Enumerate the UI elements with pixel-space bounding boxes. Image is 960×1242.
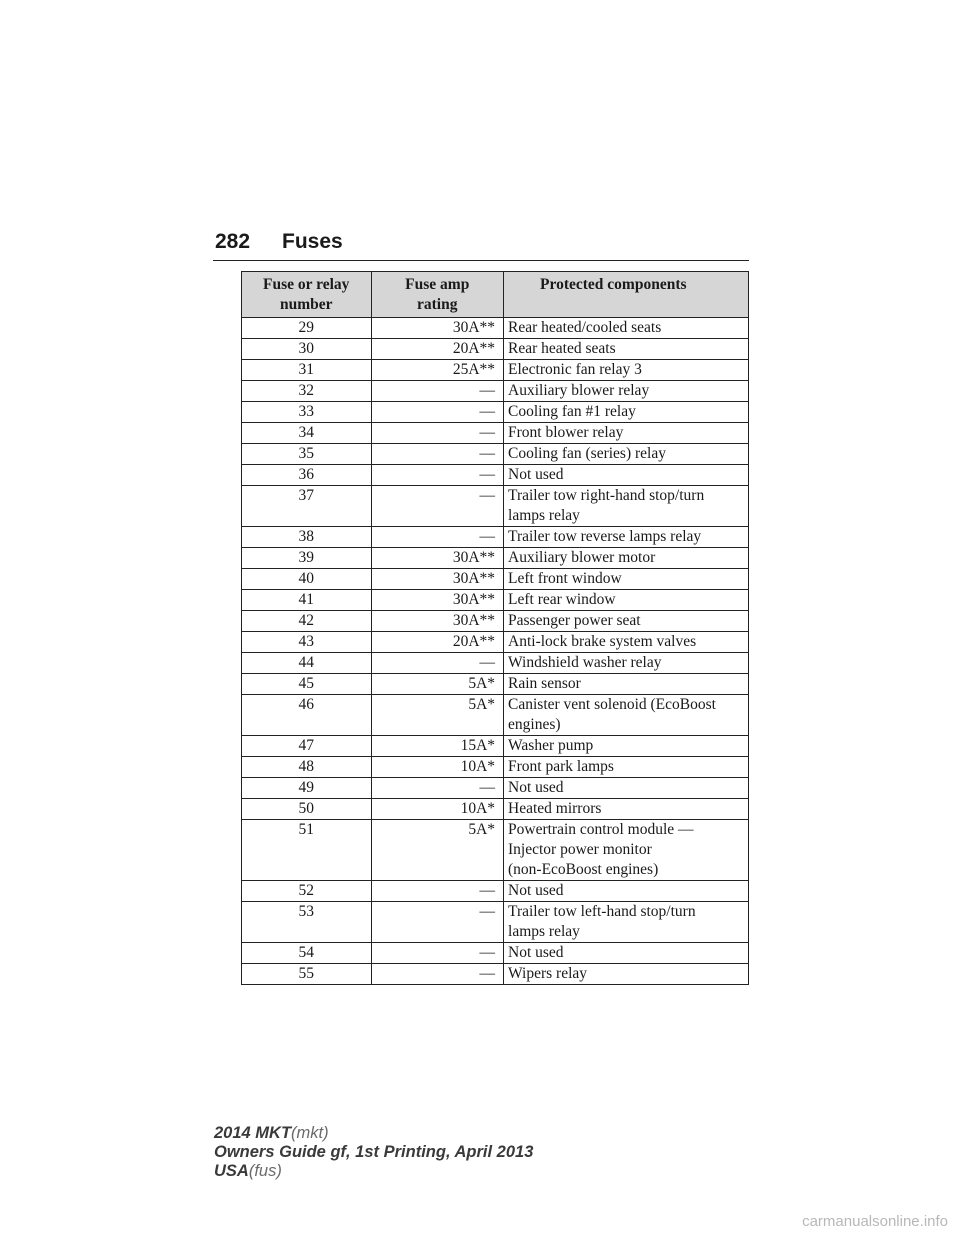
fuse-number-cell: 36: [242, 465, 372, 486]
fuse-rating-cell: —: [371, 444, 504, 465]
protected-components-cell: [504, 339, 749, 360]
fuse-number-cell: 34: [242, 423, 372, 444]
table-row: [242, 569, 749, 590]
protected-components-cell: [504, 632, 749, 653]
section-title: Fuses: [282, 230, 343, 253]
footer-model: 2014 MKT: [214, 1124, 292, 1142]
fuse-rating-cell: —: [371, 881, 504, 902]
component-line: Trailer tow right-hand stop/turn: [508, 487, 705, 504]
fuse-rating-cell: 30A**: [371, 590, 504, 611]
fuse-number-cell: 52: [242, 881, 372, 902]
component-line: engines): [508, 716, 561, 733]
fuse-rating-cell: —: [371, 486, 504, 527]
fuse-rating-cell: 10A*: [371, 799, 504, 820]
component-line: Auxiliary blower relay: [508, 382, 650, 399]
table-row: [242, 360, 749, 381]
fuse-rating-cell: —: [371, 902, 504, 943]
fuse-table: [241, 271, 749, 985]
component-line: Passenger power seat: [508, 612, 641, 629]
component-line: Wipers relay: [508, 965, 588, 982]
fuse-number-cell: 43: [242, 632, 372, 653]
table-row: [242, 943, 749, 964]
component-line: Auxiliary blower motor: [508, 549, 656, 566]
fuse-rating-cell: 20A**: [371, 339, 504, 360]
column-header-line: rating: [417, 296, 458, 313]
table-row: [242, 674, 749, 695]
column-header-rating: [371, 272, 504, 318]
fuse-number-cell: 29: [242, 318, 372, 339]
component-line: Trailer tow reverse lamps relay: [508, 528, 702, 545]
protected-components-cell: [504, 695, 749, 736]
protected-components-cell: [504, 736, 749, 757]
component-line: Washer pump: [508, 737, 594, 754]
protected-components-cell: [504, 653, 749, 674]
table-row: [242, 527, 749, 548]
component-line: Heated mirrors: [508, 800, 602, 817]
component-line: Not used: [508, 779, 564, 796]
component-line: Not used: [508, 466, 564, 483]
fuse-number-cell: 55: [242, 964, 372, 985]
fuse-rating-cell: 30A**: [371, 548, 504, 569]
footer-model-code: (mkt): [291, 1124, 329, 1142]
protected-components-cell: [504, 778, 749, 799]
protected-components-cell: [504, 527, 749, 548]
column-header-line: Protected components: [540, 276, 687, 293]
fuse-number-cell: 31: [242, 360, 372, 381]
fuse-rating-cell: 5A*: [371, 695, 504, 736]
footer-line-model: [214, 1124, 533, 1143]
fuse-rating-cell: 30A**: [371, 611, 504, 632]
protected-components-cell: [504, 548, 749, 569]
component-line: Rear heated/cooled seats: [508, 319, 662, 336]
fuse-number-cell: 37: [242, 486, 372, 527]
fuse-rating-cell: 20A**: [371, 632, 504, 653]
fuse-rating-cell: —: [371, 943, 504, 964]
protected-components-cell: [504, 381, 749, 402]
footer-market: USA: [214, 1162, 249, 1180]
table-row: [242, 339, 749, 360]
table-row: [242, 486, 749, 527]
fuse-rating-cell: 15A*: [371, 736, 504, 757]
protected-components-cell: [504, 799, 749, 820]
protected-components-cell: [504, 943, 749, 964]
column-header-number: [242, 272, 372, 318]
table-row: [242, 799, 749, 820]
fuse-rating-cell: 5A*: [371, 674, 504, 695]
table-row: [242, 820, 749, 881]
footer-guide: Owners Guide gf, 1st Printing, April 2013: [214, 1143, 534, 1161]
fuse-number-cell: 51: [242, 820, 372, 881]
component-line: lamps relay: [508, 507, 580, 524]
fuse-rating-cell: —: [371, 653, 504, 674]
component-line: Rain sensor: [508, 675, 581, 692]
fuse-number-cell: 33: [242, 402, 372, 423]
fuse-number-cell: 38: [242, 527, 372, 548]
footer-line-guide: [214, 1143, 533, 1162]
protected-components-cell: [504, 465, 749, 486]
table-row: [242, 402, 749, 423]
table-header-row: [242, 272, 749, 318]
watermark: carmanualsonline.info: [802, 1213, 948, 1230]
table-row: [242, 736, 749, 757]
component-line: Left front window: [508, 570, 622, 587]
fuse-rating-cell: —: [371, 381, 504, 402]
table-row: [242, 611, 749, 632]
protected-components-cell: [504, 569, 749, 590]
fuse-number-cell: 53: [242, 902, 372, 943]
table-row: [242, 423, 749, 444]
component-line: (non-EcoBoost engines): [508, 861, 659, 878]
fuse-number-cell: 40: [242, 569, 372, 590]
column-header-line: number: [279, 296, 333, 313]
component-line: Anti-lock brake system valves: [508, 633, 697, 650]
fuse-rating-cell: 25A**: [371, 360, 504, 381]
component-line: Rear heated seats: [508, 340, 616, 357]
table-row: [242, 695, 749, 736]
protected-components-cell: [504, 444, 749, 465]
protected-components-cell: [504, 964, 749, 985]
fuse-number-cell: 54: [242, 943, 372, 964]
protected-components-cell: [504, 611, 749, 632]
table-row: [242, 465, 749, 486]
protected-components-cell: [504, 902, 749, 943]
table-row: [242, 881, 749, 902]
protected-components-cell: [504, 486, 749, 527]
table-row: [242, 757, 749, 778]
protected-components-cell: [504, 674, 749, 695]
fuse-number-cell: 44: [242, 653, 372, 674]
component-line: Cooling fan (series) relay: [508, 445, 666, 462]
table-row: [242, 381, 749, 402]
table-header: [242, 272, 749, 318]
footer-line-market: [214, 1162, 533, 1181]
table-row: [242, 964, 749, 985]
component-line: Powertrain control module —: [508, 821, 694, 838]
protected-components-cell: [504, 590, 749, 611]
protected-components-cell: [504, 757, 749, 778]
table-row: [242, 318, 749, 339]
fuse-number-cell: 41: [242, 590, 372, 611]
fuse-number-cell: 50: [242, 799, 372, 820]
fuse-rating-cell: —: [371, 964, 504, 985]
footer-market-code: (fus): [248, 1162, 282, 1180]
protected-components-cell: [504, 881, 749, 902]
page-header: [213, 228, 749, 261]
component-line: Not used: [508, 882, 564, 899]
protected-components-cell: [504, 820, 749, 881]
fuse-rating-cell: 30A**: [371, 318, 504, 339]
fuse-number-cell: 47: [242, 736, 372, 757]
column-header-line: Fuse or relay: [263, 276, 350, 293]
column-header-components: [504, 272, 749, 318]
table-row: [242, 444, 749, 465]
fuse-number-cell: 45: [242, 674, 372, 695]
fuse-rating-cell: —: [371, 423, 504, 444]
fuse-number-cell: 46: [242, 695, 372, 736]
component-line: Injector power monitor: [508, 841, 652, 858]
fuse-number-cell: 32: [242, 381, 372, 402]
component-line: Not used: [508, 944, 564, 961]
fuse-number-cell: 48: [242, 757, 372, 778]
component-line: Canister vent solenoid (EcoBoost: [508, 696, 716, 713]
footer: [214, 1124, 533, 1181]
component-line: Front blower relay: [508, 424, 624, 441]
fuse-rating-cell: —: [371, 527, 504, 548]
fuse-number-cell: 30: [242, 339, 372, 360]
fuse-number-cell: 39: [242, 548, 372, 569]
fuse-rating-cell: —: [371, 465, 504, 486]
page-number: 282: [215, 230, 251, 253]
protected-components-cell: [504, 402, 749, 423]
table-row: [242, 590, 749, 611]
fuse-rating-cell: 10A*: [371, 757, 504, 778]
fuse-rating-cell: —: [371, 402, 504, 423]
protected-components-cell: [504, 423, 749, 444]
fuse-rating-cell: 30A**: [371, 569, 504, 590]
fuse-number-cell: 35: [242, 444, 372, 465]
column-header-line: Fuse amp: [405, 276, 470, 293]
table-row: [242, 902, 749, 943]
table-body: [242, 318, 749, 985]
protected-components-cell: [504, 360, 749, 381]
fuse-rating-cell: —: [371, 778, 504, 799]
fuse-number-cell: 49: [242, 778, 372, 799]
table-row: [242, 778, 749, 799]
component-line: Electronic fan relay 3: [508, 361, 642, 378]
table-row: [242, 632, 749, 653]
table-row: [242, 653, 749, 674]
component-line: Front park lamps: [508, 758, 614, 775]
fuse-rating-cell: 5A*: [371, 820, 504, 881]
protected-components-cell: [504, 318, 749, 339]
component-line: lamps relay: [508, 923, 580, 940]
component-line: Left rear window: [508, 591, 616, 608]
fuse-number-cell: 42: [242, 611, 372, 632]
table-row: [242, 548, 749, 569]
component-line: Cooling fan #1 relay: [508, 403, 636, 420]
component-line: Windshield washer relay: [508, 654, 662, 671]
component-line: Trailer tow left-hand stop/turn: [508, 903, 696, 920]
